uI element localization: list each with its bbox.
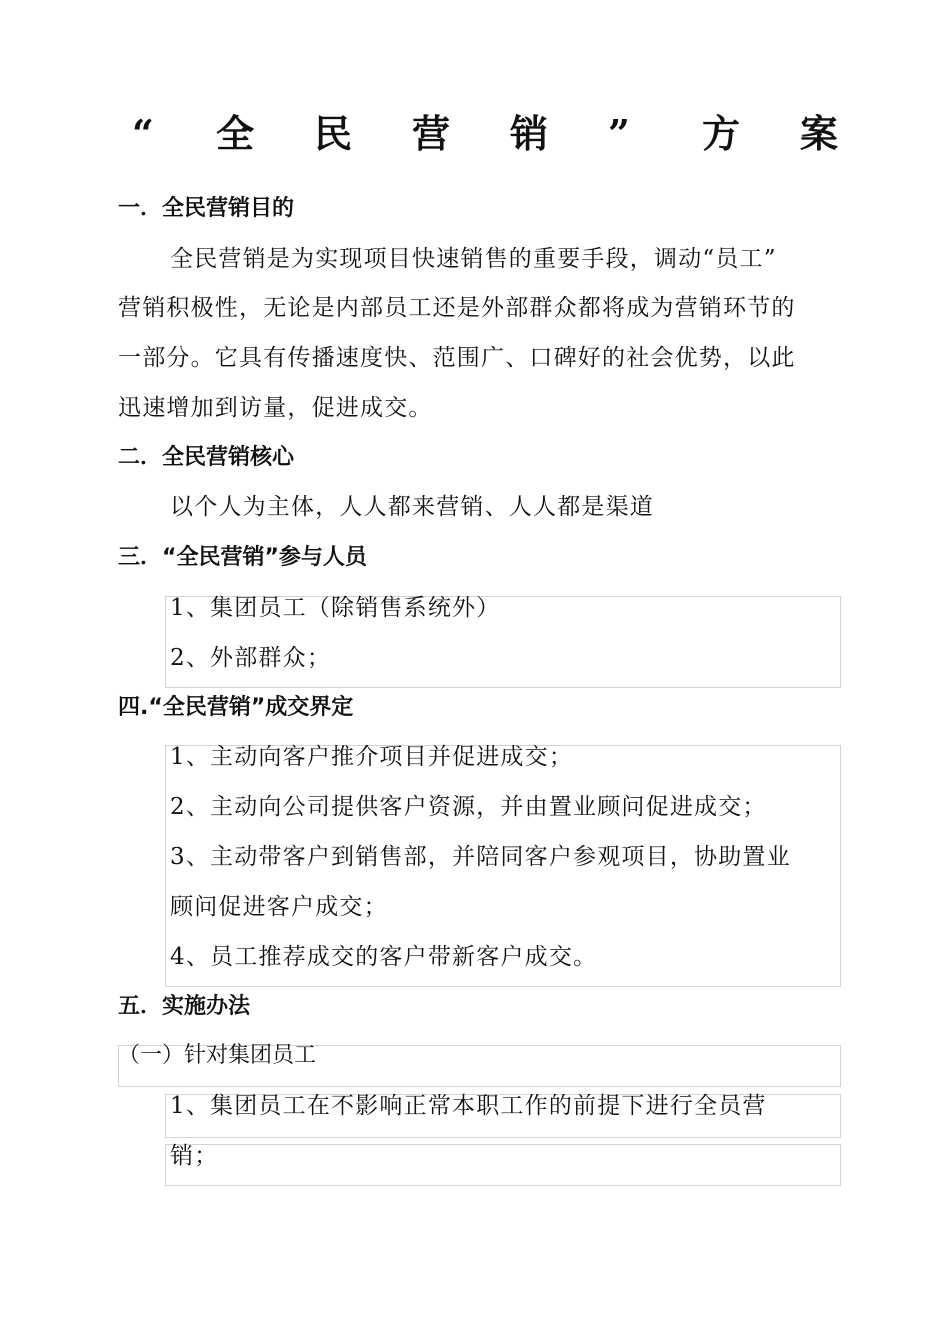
list-item: 2、外部群众；: [170, 645, 332, 671]
title-char: “: [132, 111, 154, 156]
paragraph-line: 营销积极性，无论是内部员工还是外部群众都将成为营销环节的: [118, 295, 796, 321]
title-char: ”: [608, 111, 630, 156]
list-item: 4、员工推荐成交的客户带新客户成交。: [170, 944, 598, 970]
list-item: 1、主动向客户推介项目并促进成交；: [170, 744, 574, 770]
paragraph-line: 以个人为主体，人人都来营销、人人都是渠道: [170, 494, 654, 520]
subsection-heading: （一）针对集团员工: [118, 1043, 317, 1068]
list-item: 1、集团员工（除销售系统外）: [170, 595, 501, 621]
document-title: [118, 111, 839, 156]
paragraph-line: 全民营销是为实现项目快速销售的重要手段，调动“员工”: [170, 246, 777, 272]
section-heading-implementation: 五．实施办法: [118, 994, 251, 1019]
title-char: 销: [510, 111, 549, 156]
section-heading-definition: 四.“全民营销”成交界定: [118, 695, 354, 720]
title-char: 营: [412, 111, 451, 156]
section-heading-core: 二．全民营销核心: [118, 445, 295, 470]
list-item: 2、主动向公司提供客户资源，并由置业顾问促进成交；: [170, 794, 767, 820]
title-char: 方: [702, 111, 741, 156]
section-heading-purpose: 一．全民营销目的: [118, 196, 295, 221]
section-heading-participants: 三．“全民营销”参与人员: [118, 545, 367, 570]
list-item: 顾问促进客户成交；: [170, 894, 388, 920]
list-item: 3、主动带客户到销售部，并陪同客户参观项目，协助置业: [170, 844, 791, 870]
paragraph-line: 一部分。它具有传播速度快、范围广、口碑好的社会优势，以此: [118, 345, 796, 371]
title-char: 案: [800, 111, 839, 156]
paragraph-line: 迅速增加到访量，促进成交。: [118, 395, 433, 421]
list-item: 销；: [170, 1143, 219, 1169]
title-char: 民: [314, 111, 353, 156]
title-char: 全: [216, 111, 255, 156]
list-item: 1、集团员工在不影响正常本职工作的前提下进行全员营: [170, 1093, 767, 1119]
item-box: [165, 1144, 841, 1186]
